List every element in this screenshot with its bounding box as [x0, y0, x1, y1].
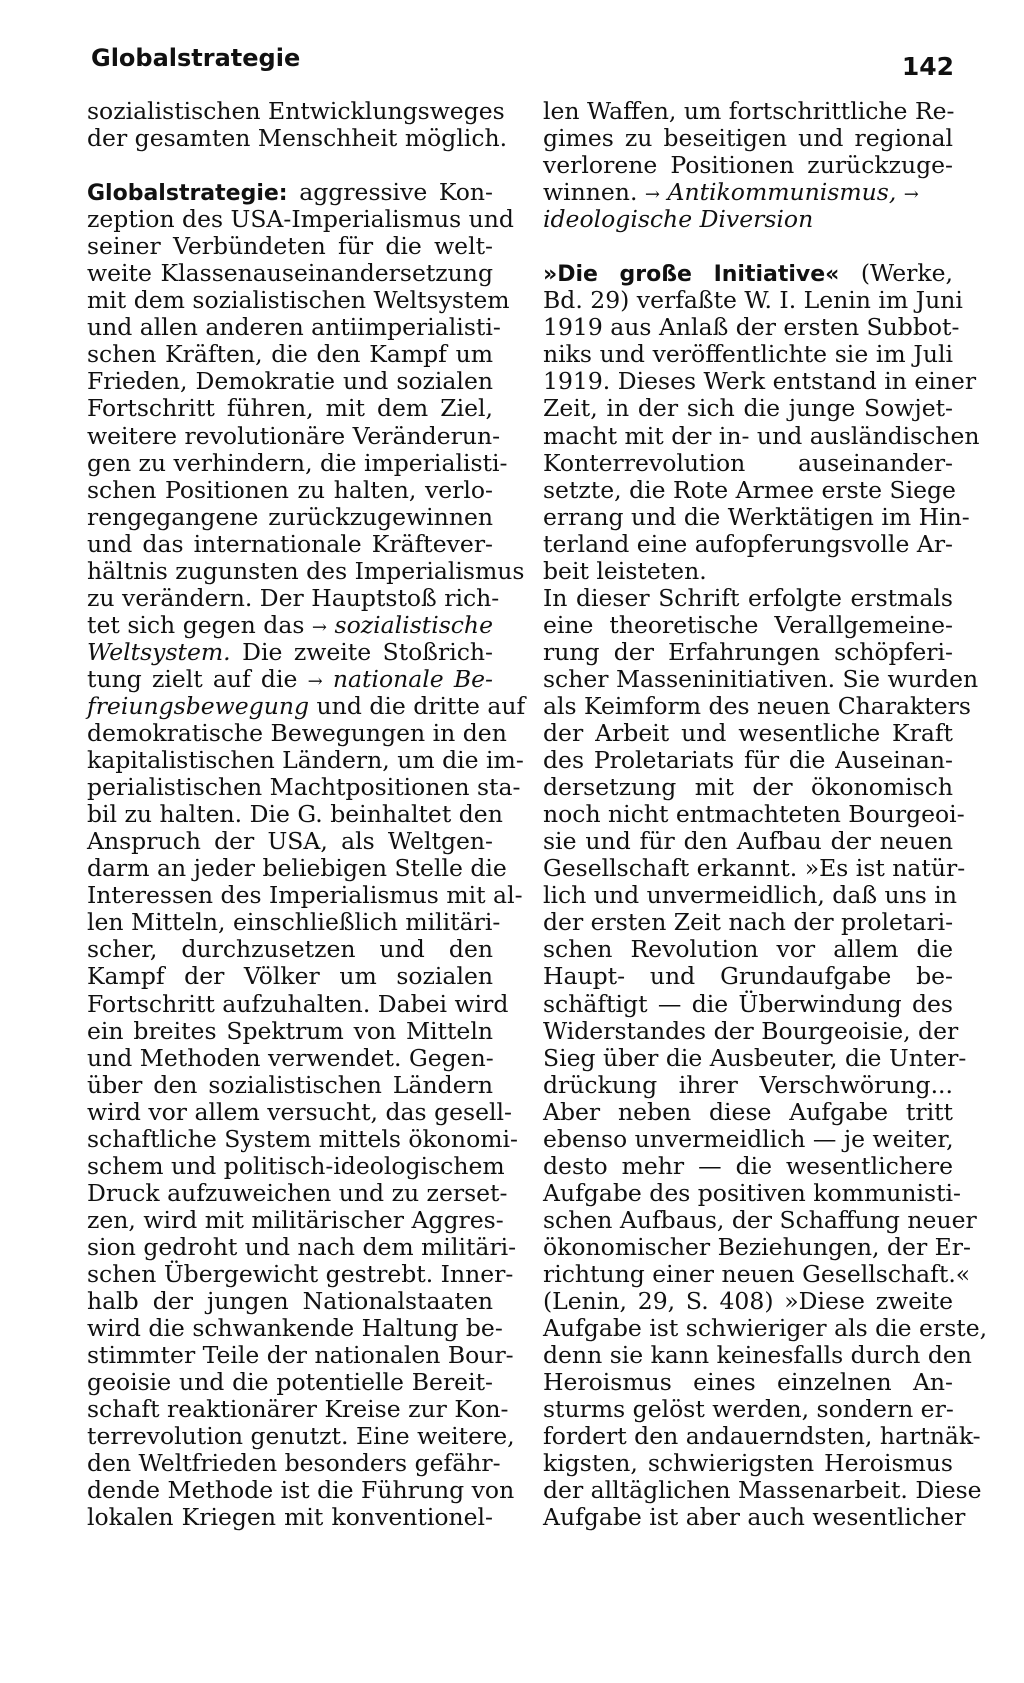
text-line: schaftliche System mittels ökonomi- — [87, 1124, 518, 1153]
text-line: seiner Verbündeten für die welt- — [87, 232, 493, 261]
arrow-right-icon: → — [307, 670, 323, 692]
text-fragment: tet sich gegen das — [87, 610, 305, 639]
text-line: gimes zu beseitigen und regional — [543, 124, 953, 153]
text-line: und allen anderen antiimperialisti- — [87, 313, 501, 342]
text-line — [87, 691, 526, 720]
text-fragment: und die dritte auf — [316, 691, 526, 720]
text-line — [87, 612, 493, 639]
text-line: Aufgabe ist aber auch wesentlicher — [543, 1503, 966, 1532]
text-line: Widerstandes der Bourgeoisie, der — [543, 1016, 959, 1045]
text-line: geoisie und die potentielle Bereit- — [87, 1368, 493, 1397]
text-line: fordert den andauerndsten, hartnäk- — [543, 1422, 981, 1451]
page-number: 142 — [901, 52, 954, 81]
text-line: Aufgabe des positiven kommunisti- — [543, 1178, 961, 1207]
text-line: Fortschritt aufzuhalten. Dabei wird — [87, 989, 509, 1018]
text-line: macht mit der in- und ausländischen — [543, 421, 980, 450]
text-line: mit dem sozialistischen Weltsystem — [87, 286, 510, 315]
cross-reference-link[interactable]: Weltsystem. — [87, 637, 231, 666]
text-line: Konterrevolution auseinander- — [543, 448, 953, 477]
text-line: scher Masseninitiativen. Sie wurden — [543, 664, 979, 693]
text-line — [543, 179, 953, 206]
text-line: 1919 aus Anlaß der ersten Subbot- — [543, 313, 960, 342]
text-line: len Mitteln, einschließlich militäri- — [87, 908, 501, 937]
text-line: 1919. Dieses Werk entstand in einer — [543, 367, 977, 396]
entry-body — [87, 205, 525, 612]
cross-reference-link[interactable]: nationale Be- — [332, 664, 493, 693]
text-line: kapitalistischen Ländern, um die im- — [87, 746, 524, 775]
text-line: scher, durchzusetzen und den — [87, 935, 493, 964]
text-line: zen, wird mit militärischer Aggres- — [87, 1205, 504, 1234]
entry-headword: Globalstrategie: — [87, 181, 288, 207]
text-fragment: Die zweite Stoßrich- — [242, 637, 493, 666]
text-line — [87, 666, 493, 693]
text-line: schäftigt — die Überwindung des — [543, 989, 953, 1018]
text-line: schem und politisch-ideologischem — [87, 1151, 505, 1180]
text-line: und das internationale Kräftever- — [87, 529, 493, 558]
text-line: schen Kräften, die den Kampf um — [87, 340, 493, 369]
text-line: schen Aufbaus, der Schaffung neuer — [543, 1205, 977, 1234]
text-line: sozialistischen Entwicklungsweges — [87, 97, 505, 125]
text-line: dende Methode ist die Führung von — [87, 1476, 515, 1505]
text-line: drückung ihrer Verschwörung... — [543, 1070, 953, 1099]
text-fragment: (Werke, — [860, 259, 953, 288]
cross-reference-link[interactable]: freiungsbewegung — [87, 691, 310, 720]
left-column — [87, 97, 526, 1532]
text-line: und Methoden verwendet. Gegen- — [87, 1043, 494, 1072]
text-line: Haupt- und Grundaufgabe be- — [543, 962, 953, 991]
text-line: darm an jeder beliebigen Stelle die — [87, 854, 507, 883]
text-line: perialistischen Machtpositionen sta- — [87, 773, 521, 802]
text-line: lokalen Kriegen mit konventionel- — [87, 1503, 493, 1532]
text-line: demokratische Bewegungen in den — [87, 719, 507, 748]
text-line: denn sie kann keinesfalls durch den — [543, 1341, 972, 1370]
text-line: Gesellschaft erkannt. »Es ist natür- — [543, 854, 966, 883]
text-line: eine theoretische Verallgemeine- — [543, 610, 953, 639]
entry-first-line — [87, 179, 493, 206]
text-line: noch nicht entmachteten Bourgeoi- — [543, 800, 965, 829]
text-line: sion gedroht und nach dem militäri- — [87, 1232, 517, 1261]
text-line: rengegangene zurückzugewinnen — [87, 502, 493, 531]
text-line: der Arbeit und wesentliche Kraft — [543, 719, 953, 748]
text-line: weite Klassenauseinandersetzung — [87, 259, 493, 288]
text-line: wird die schwankende Haltung be- — [87, 1314, 503, 1343]
text-line: als Keimform des neuen Charakters — [543, 691, 971, 720]
text-line: Bd. 29) verfaßte W. I. Lenin im Juni — [543, 286, 963, 315]
text-line: zeption des USA-Imperialismus und — [87, 205, 514, 234]
arrow-right-icon: → — [644, 184, 660, 206]
arrow-right-icon: → — [311, 616, 328, 638]
text-line: des Proletariats für die Auseinan- — [543, 746, 953, 775]
entry-first-line — [543, 260, 953, 287]
text-line: Frieden, Demokratie und sozialen — [87, 367, 493, 396]
entry-paragraph — [543, 583, 988, 1532]
text-fragment: winnen. — [543, 178, 638, 207]
text-line: errang und die Werktätigen im Hin- — [543, 502, 970, 531]
entry-body — [543, 286, 980, 585]
entry-headword: »Die große Initiative« — [543, 262, 840, 288]
text-line: lich und unvermeidlich, daß uns in — [543, 881, 957, 910]
text-line: sie und für den Aufbau der neuen — [543, 827, 953, 856]
text-line: schen Positionen zu halten, verlo- — [87, 475, 493, 504]
text-line: schaft reaktionärer Kreise zur Kon- — [87, 1395, 509, 1424]
text-line: ein breites Spektrum von Mitteln — [87, 1016, 493, 1045]
text-line: ökonomischer Beziehungen, der Er- — [543, 1232, 971, 1261]
continuation-text — [543, 98, 953, 179]
cross-reference-link[interactable]: Antikommunismus, — [667, 178, 897, 207]
text-line: der ersten Zeit nach der proletari- — [543, 908, 954, 937]
cross-reference-link[interactable]: ideologische Diversion — [543, 205, 814, 234]
text-line: niks und veröffentlichte sie im Juli — [543, 340, 953, 369]
text-line: verlorene Positionen zurückzuge- — [543, 151, 953, 180]
text-line: der gesamten Menschheit möglich. — [87, 124, 508, 153]
text-line: kigsten, schwierigsten Heroismus — [543, 1449, 953, 1478]
text-line: halb der jungen Nationalstaaten — [87, 1287, 493, 1316]
text-line: dersetzung mit der ökonomisch — [543, 773, 953, 802]
text-line: über den sozialistischen Ländern — [87, 1070, 493, 1099]
text-line: Druck aufzuweichen und zu zerset- — [87, 1178, 508, 1207]
arrow-right-icon: → — [903, 184, 919, 206]
text-line — [87, 639, 493, 666]
text-line: weitere revolutionäre Veränderun- — [87, 421, 501, 450]
text-line: desto mehr — die wesentlichere — [543, 1151, 953, 1180]
text-line: Zeit, in der sich die junge Sowjet- — [543, 394, 953, 423]
text-line: rung der Erfahrungen schöpferi- — [543, 637, 953, 666]
text-line: gen zu verhindern, die imperialisti- — [87, 448, 508, 477]
text-line: len Waffen, um fortschrittliche Re- — [543, 97, 955, 125]
entry-body — [87, 719, 524, 1532]
text-line: Interessen des Imperialismus mit al- — [87, 881, 523, 910]
text-line: bil zu halten. Die G. beinhaltet den — [87, 800, 503, 829]
text-line: richtung einer neuen Gesellschaft.« — [543, 1259, 971, 1288]
text-line: Anspruch der USA, als Weltgen- — [87, 827, 493, 856]
text-line: zu verändern. Der Hauptstoß rich- — [87, 583, 500, 612]
text-line — [543, 206, 953, 233]
text-fragment: tung zielt auf die — [87, 664, 298, 693]
text-line: Fortschritt führen, mit dem Ziel, — [87, 394, 493, 423]
text-line: Heroismus eines einzelnen An- — [543, 1368, 953, 1397]
text-line: terland eine aufopferungsvolle Ar- — [543, 529, 953, 558]
text-line: Sieg über die Ausbeuter, die Unter- — [543, 1043, 967, 1072]
text-line: Aufgabe ist schwieriger als die erste, — [543, 1314, 988, 1343]
text-line: setzte, die Rote Armee erste Siege — [543, 475, 956, 504]
running-head: Globalstrategie — [91, 44, 301, 72]
text-line: wird vor allem versucht, das gesell- — [87, 1097, 512, 1126]
text-line: terrevolution genutzt. Eine weitere, — [87, 1422, 515, 1451]
text-line: ebenso unvermeidlich — je weiter, — [543, 1124, 954, 1153]
text-line: den Weltfrieden besonders gefähr- — [87, 1449, 501, 1478]
text-line: schen Übergewicht gestrebt. Inner- — [87, 1259, 514, 1288]
right-column — [543, 97, 988, 1532]
text-fragment: aggressive Kon- — [299, 178, 493, 207]
text-line: In dieser Schrift erfolgte erstmals — [543, 583, 953, 612]
text-line: hältnis zugunsten des Imperialismus — [87, 556, 525, 585]
text-line: (Lenin, 29, S. 408) »Diese zweite — [543, 1287, 953, 1316]
text-line: beit leisteten. — [543, 556, 707, 585]
text-line: Aber neben diese Aufgabe tritt — [543, 1097, 953, 1126]
text-line: sturms gelöst werden, sondern er- — [543, 1395, 954, 1424]
text-line: Kampf der Völker um sozialen — [87, 962, 493, 991]
text-line: schen Revolution vor allem die — [543, 935, 953, 964]
text-line: stimmter Teile der nationalen Bour- — [87, 1341, 514, 1370]
cross-reference-link[interactable]: sozialistische — [334, 610, 493, 639]
text-line: der alltäglichen Massenarbeit. Diese — [543, 1476, 982, 1505]
